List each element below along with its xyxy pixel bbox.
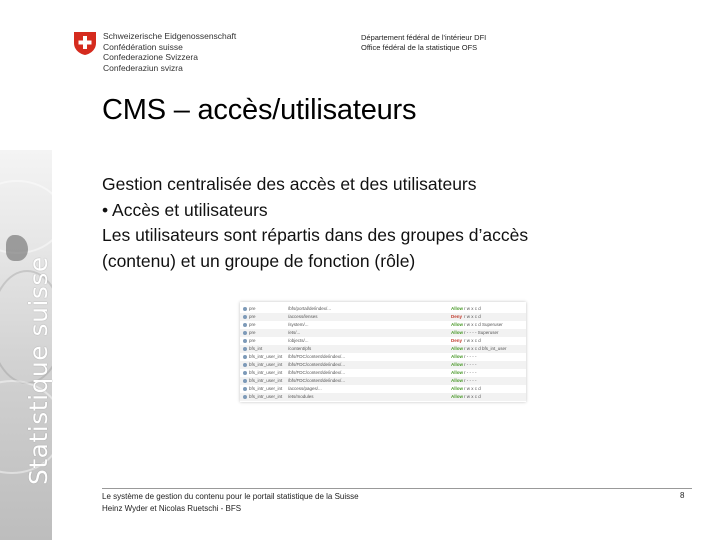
table-cell-path: /bfs/FDC/content/de/index/...: [288, 354, 346, 359]
table-cell-mode: Allow: [451, 346, 463, 351]
table-cell-mode: Allow: [451, 378, 463, 383]
table-row: [240, 337, 526, 345]
table-cell-path: /access/lenses: [288, 314, 318, 319]
table-cell-path: /bfs/FDC/content/de/index/...: [288, 362, 346, 367]
table-cell-mode: Allow: [451, 306, 463, 311]
table-cell-path: /access/pages/...: [288, 386, 322, 391]
body-line: Les utilisateurs sont répartis dans des groupes d’accès: [102, 225, 529, 245]
table-cell-path: /bfs/portal/de/index/...: [288, 306, 332, 311]
table-cell-principal: bfs_intr_user_int: [249, 386, 283, 391]
body-line: Gestion centralisée des accès et des utilisateurs: [102, 174, 477, 194]
table-row: [240, 361, 526, 369]
principal-icon: [243, 347, 247, 351]
table-cell-rights: r w x c d Superuser: [464, 322, 503, 327]
table-cell-path: /objects/...: [288, 338, 309, 343]
access-table-screenshot: [240, 302, 526, 402]
principal-icon: [243, 339, 247, 343]
table-row: [240, 377, 526, 385]
table-row: [240, 385, 526, 393]
table-cell-path: /system/...: [288, 322, 309, 327]
table-cell-rights: r w x c d: [464, 386, 481, 391]
table-row: [240, 393, 526, 401]
table-cell-principal: bfs_intr_user_int: [249, 378, 283, 383]
table-cell-path: /content/pfs: [288, 346, 312, 351]
table-cell-rights: r w x c d: [464, 338, 481, 343]
table-cell-mode: Allow: [451, 354, 463, 359]
body-bullet: • Accès et utilisateurs: [102, 199, 268, 220]
table-cell-principal: bfs_intr_user_int: [249, 354, 283, 359]
principal-icon: [243, 307, 247, 311]
table-cell-rights: r - - - -: [464, 354, 477, 359]
table-cell-mode: Allow: [451, 322, 463, 327]
table-row: [240, 313, 526, 321]
page-number: 8: [680, 491, 685, 500]
table-cell-mode: Allow: [451, 394, 463, 399]
principal-icon: [243, 371, 247, 375]
table-cell-mode: Deny: [451, 338, 463, 343]
table-row: [240, 369, 526, 377]
table-cell-rights: r - - - -: [464, 370, 477, 375]
table-cell-rights: r - - - -: [464, 362, 477, 367]
swiss-flag-icon: [72, 30, 98, 56]
table-cell-principal: pre: [249, 330, 256, 335]
table-cell-mode: Allow: [451, 330, 463, 335]
table-cell-rights: r w x c d: [464, 306, 481, 311]
table-cell-principal: pre: [249, 306, 256, 311]
table-row: [240, 345, 526, 353]
table-cell-principal: bfs_intr_user_int: [249, 362, 283, 367]
table-cell-principal: pre: [249, 338, 256, 343]
sidebar-brand-text: Statistique suisse: [24, 256, 53, 485]
table-cell-rights: r w x c d: [464, 394, 481, 399]
conf-name-it: Confederazione Svizzera: [103, 52, 198, 62]
table-cell-rights: r w x c d: [464, 314, 481, 319]
principal-icon: [243, 363, 247, 367]
conf-name-fr: Confédération suisse: [103, 41, 183, 52]
footer-divider: [102, 488, 692, 489]
conf-name-rm: Confederaziun svizra: [103, 62, 183, 73]
table-cell-path: /bfs/FDC/content/de/index/...: [288, 370, 346, 375]
principal-icon: [243, 379, 247, 383]
body-line: (contenu) et un groupe de fonction (rôle): [102, 250, 416, 271]
table-row: [240, 353, 526, 361]
principal-icon: [243, 387, 247, 391]
table-cell-rights: r - - - -: [464, 378, 477, 383]
table-cell-principal: bfs_intr_user_int: [249, 370, 283, 375]
confederation-names: [103, 31, 236, 73]
table-cell-mode: Deny: [451, 314, 463, 319]
office-name: Office fédéral de la statistique OFS: [361, 43, 478, 52]
table-cell-path: /ets/modules: [288, 394, 314, 399]
principal-icon: [243, 315, 247, 319]
table-row: [240, 321, 526, 329]
table-row: [240, 329, 526, 337]
table-cell-principal: bfs_int: [249, 346, 263, 351]
table-cell-mode: Allow: [451, 386, 463, 391]
principal-icon: [243, 395, 247, 399]
slide-title: CMS – accès/utilisateurs: [102, 94, 417, 126]
department-info: [361, 33, 486, 53]
principal-icon: [243, 331, 247, 335]
table-cell-path: /ets/...: [288, 330, 301, 335]
department-name: Département fédéral de l'intérieur DFI: [361, 33, 487, 42]
footer: [102, 491, 359, 514]
table-row: [240, 305, 526, 313]
table-cell-mode: Allow: [451, 362, 463, 367]
table-cell-mode: Allow: [451, 370, 463, 375]
table-cell-principal: bfs_intr_user_int: [249, 394, 283, 399]
table-cell-rights: r - - - - Superuser: [464, 330, 499, 335]
table-cell-rights: r w x c d bfs_int_user: [464, 346, 507, 351]
footer-title: Le système de gestion du contenu pour le portail statistique de la Suisse: [102, 492, 359, 501]
table-cell-principal: pre: [249, 314, 256, 319]
conf-name-de: Schweizerische Eidgenossenschaft: [103, 31, 237, 41]
principal-icon: [243, 323, 247, 327]
table-cell-path: /bfs/FDC/content/de/index/...: [288, 378, 346, 383]
slide-body: [102, 172, 528, 274]
table-cell-principal: pre: [249, 322, 256, 327]
footer-authors: Heinz Wyder et Nicolas Ruetschi - BFS: [102, 503, 242, 513]
principal-icon: [243, 355, 247, 359]
